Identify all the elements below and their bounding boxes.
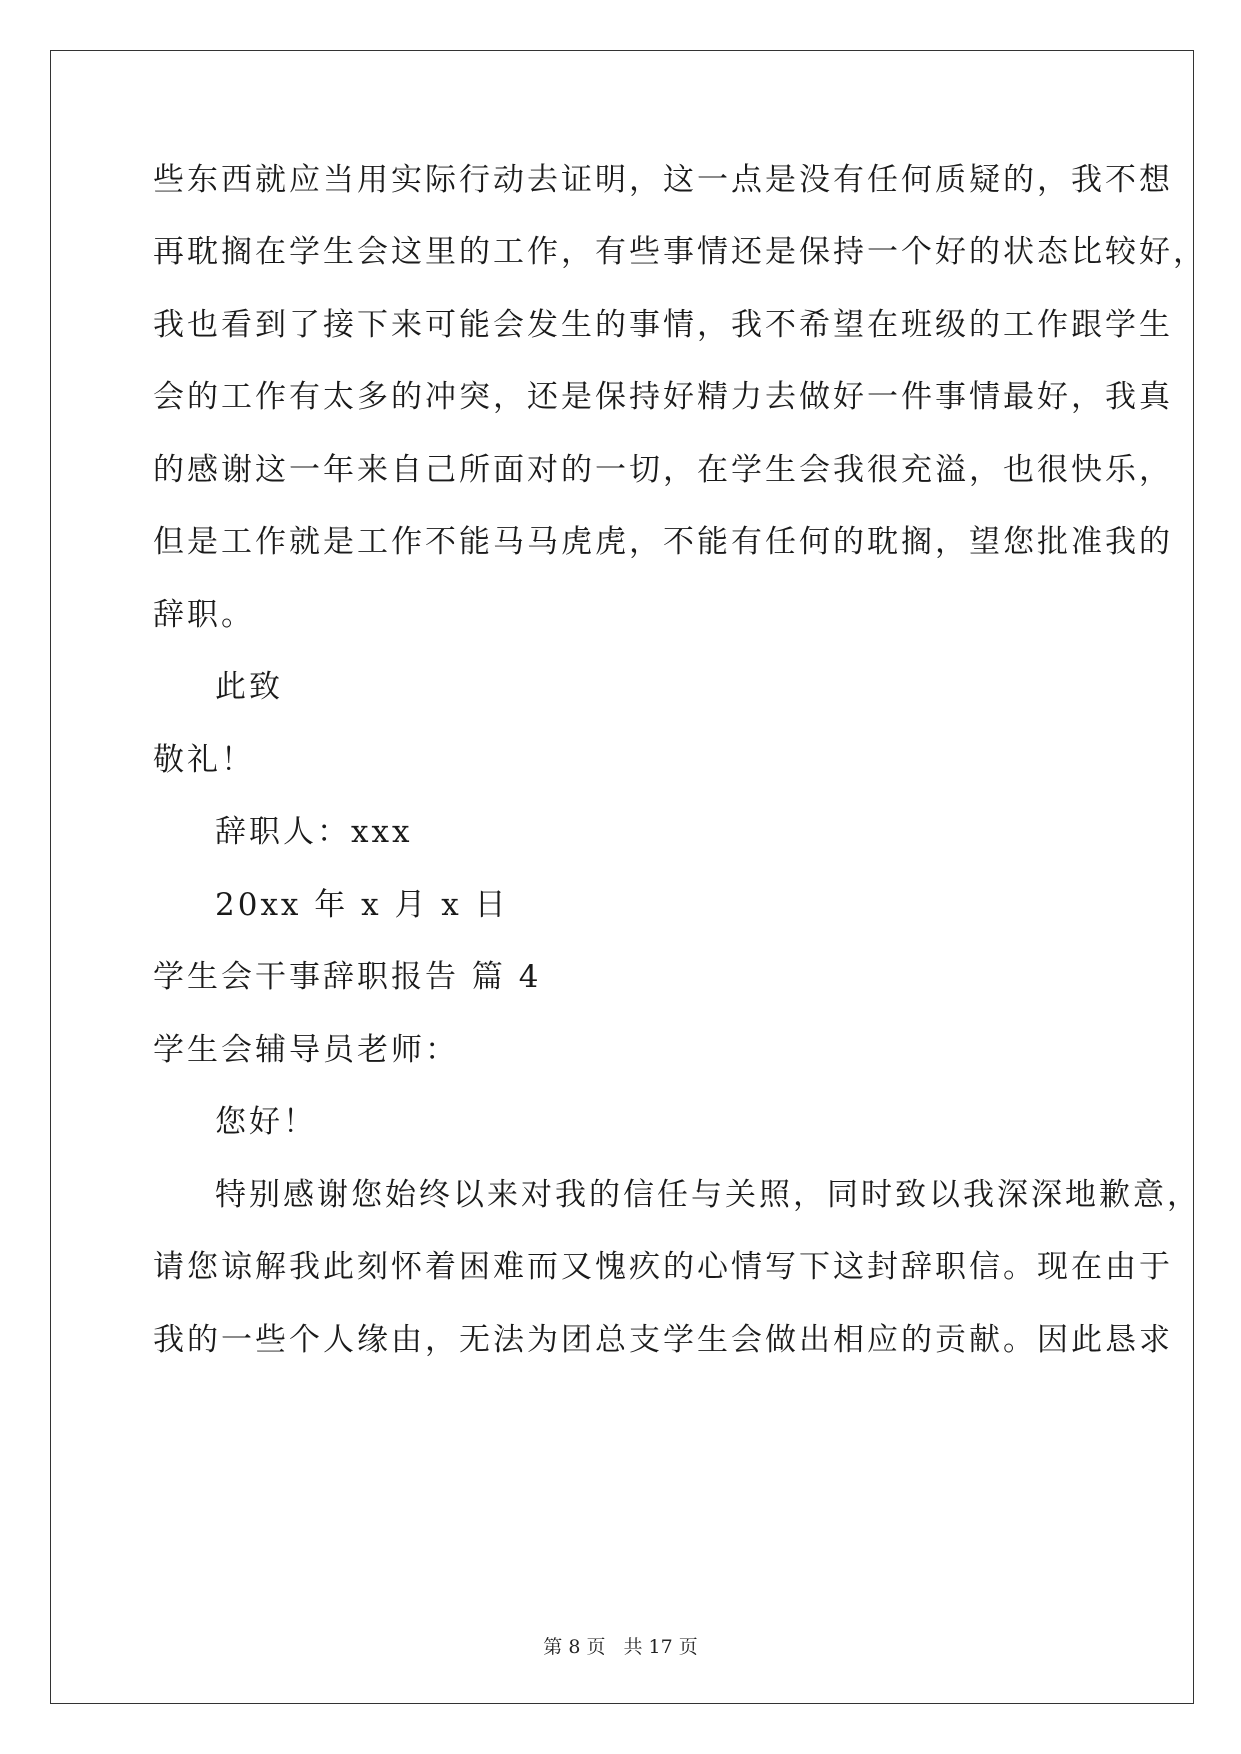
total-pages: 共 17 页 xyxy=(623,1636,698,1658)
body-line: 但是工作就是工作不能马马虎虎，不能有任何的耽搁，望您批准我的 xyxy=(153,524,1173,560)
closing-jingli: 敬礼！ xyxy=(153,742,255,778)
body-line: 些东西就应当用实际行动去证明，这一点是没有任何质疑的，我不想 xyxy=(153,162,1173,198)
body-line: 会的工作有太多的冲突，还是保持好精力去做好一件事情最好，我真 xyxy=(153,379,1173,415)
page-border xyxy=(50,50,1194,1704)
signer-line: 辞职人：xxx xyxy=(215,814,413,850)
body-line: 的感谢这一年来自己所面对的一切，在学生会我很充溢，也很快乐， xyxy=(153,452,1173,488)
page-footer xyxy=(0,1632,1241,1659)
body-line: 我也看到了接下来可能会发生的事情，我不希望在班级的工作跟学生 xyxy=(153,307,1173,343)
page-number: 第 8 页 xyxy=(543,1636,606,1658)
paragraph-line: 我的一些个人缘由，无法为团总支学生会做出相应的贡献。因此恳求 xyxy=(153,1322,1173,1358)
paragraph-line: 请您谅解我此刻怀着困难而又愧疚的心情写下这封辞职信。现在由于 xyxy=(153,1249,1173,1285)
date-line: 20xx 年 x 月 x 日 xyxy=(215,887,509,923)
section-title: 学生会干事辞职报告 篇 4 xyxy=(153,959,542,995)
paragraph-line: 特别感谢您始终以来对我的信任与关照，同时致以我深深地歉意， xyxy=(215,1177,1201,1213)
salutation: 学生会辅导员老师： xyxy=(153,1032,459,1068)
closing-cizhi: 此致 xyxy=(215,669,283,705)
greeting: 您好！ xyxy=(215,1104,317,1140)
body-line: 辞职。 xyxy=(153,597,255,633)
body-line: 再耽搁在学生会这里的工作，有些事情还是保持一个好的状态比较好， xyxy=(153,234,1207,270)
